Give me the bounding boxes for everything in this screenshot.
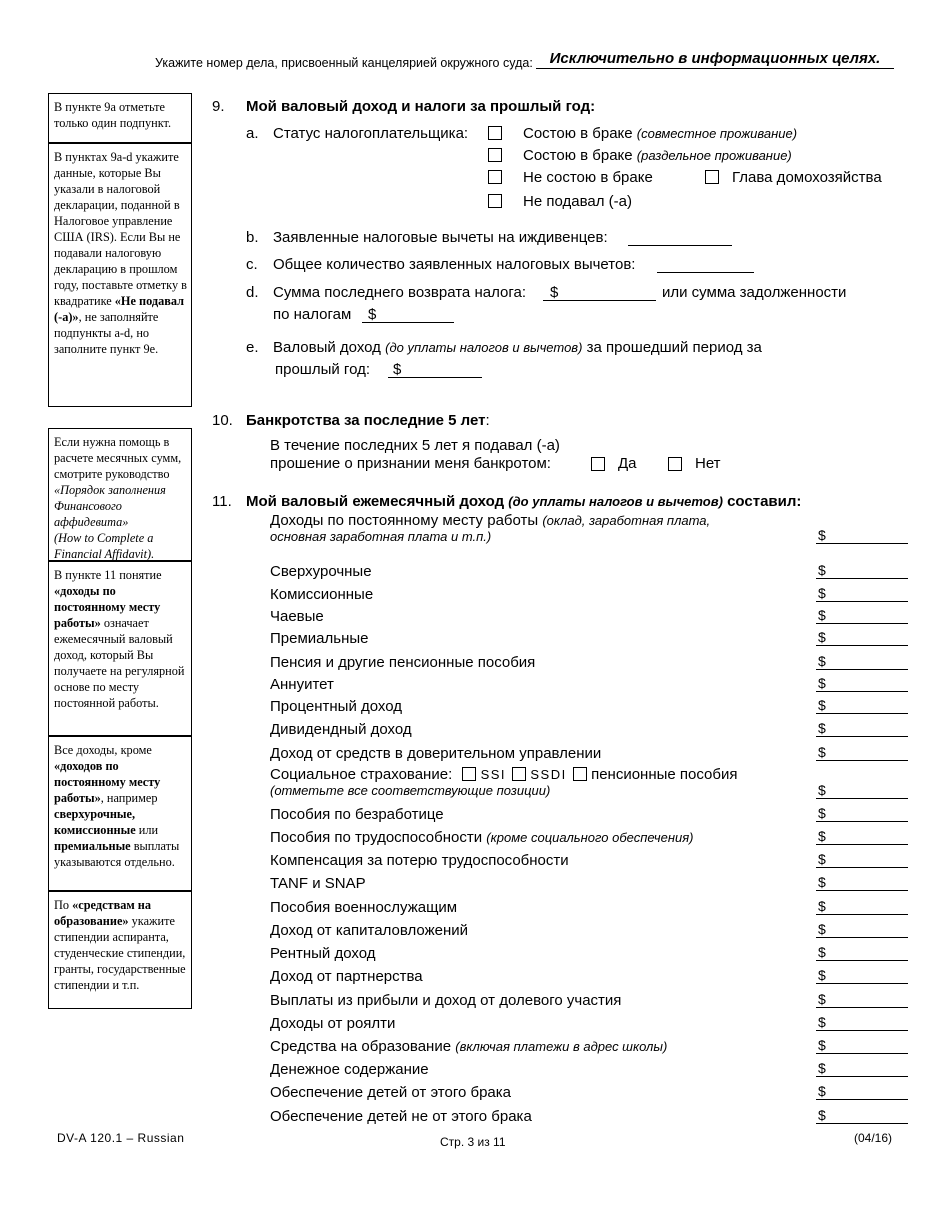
income-row-field[interactable] (816, 736, 908, 737)
income-row-field[interactable] (816, 645, 908, 646)
income-row-label: Доходы от роялти (270, 1015, 396, 1032)
income-row-field[interactable] (816, 1123, 908, 1124)
income-row-field[interactable] (816, 960, 908, 961)
income-row-label: Процентный доход (270, 698, 403, 715)
income-row-label: Выплаты из прибыли и доход от долевого участия (270, 992, 622, 1009)
income-row-dollar: $ (818, 1014, 826, 1030)
income-row-field[interactable] (816, 1053, 908, 1054)
income-row-dollar: $ (818, 805, 826, 821)
income-row-dollar: $ (818, 1037, 826, 1053)
income-row-field[interactable] (816, 713, 908, 714)
checkbox-bankruptcy-yes[interactable] (591, 457, 605, 471)
income-row-dollar: $ (818, 562, 826, 578)
item-9b-letter: b. (246, 229, 259, 246)
income-row-label: Денежное содержание (270, 1061, 429, 1078)
income-row-dollar: $ (818, 921, 826, 937)
income-row-label: Пособия по безработице (270, 806, 444, 823)
checkbox-retirement[interactable] (573, 767, 587, 781)
item-9c-letter: c. (246, 256, 258, 273)
sidebar-note-education: По «средствам на образование» укажите стипендии аспиранта, студенческие стипендии, гранты, государственные стипендии и т.п. (48, 891, 192, 1009)
income-row-label: Обеспечение детей не от этого брака (270, 1108, 532, 1125)
income-row-field[interactable] (816, 1030, 908, 1031)
section-11-number: 11. (212, 493, 232, 510)
income-employment-field[interactable] (816, 543, 908, 544)
sidebar-note-help: Если нужна помощь в расчете месячных сумм, смотрите руководство «Порядок заполнения Финансового аффидевита» (How to Complete a Financial Affidavit). (48, 428, 192, 561)
income-row-dollar: $ (818, 744, 826, 760)
income-row-dollar: $ (818, 607, 826, 623)
item-9b-field[interactable] (628, 245, 732, 246)
checkbox-married-joint[interactable] (488, 126, 502, 140)
checkbox-ssdi[interactable] (512, 767, 526, 781)
income-social-security-label: Социальное страхование: SSI SSDI пенсионные пособия (270, 766, 738, 783)
income-row-label: Средства на образование (включая платежи в адрес школы) (270, 1038, 668, 1055)
item-9d-line2: по налогам (273, 306, 352, 323)
income-row-label: Премиальные (270, 630, 369, 647)
income-row-dollar: $ (818, 874, 826, 890)
option-married-separate: Состою в браке (раздельное проживание) (523, 147, 792, 164)
income-row-label: Сверхурочные (270, 563, 372, 580)
income-row-dollar: $ (818, 851, 826, 867)
item-9c-label: Общее количество заявленных налоговых вычетов: (273, 256, 636, 273)
income-employment-dollar: $ (818, 527, 826, 543)
income-row-dollar: $ (818, 1083, 826, 1099)
income-row-label: Доход от средств в доверительном управлении (270, 745, 602, 762)
income-row-dollar: $ (818, 1060, 826, 1076)
checkbox-head-household[interactable] (705, 170, 719, 184)
item-9e-line2: прошлый год: (275, 361, 370, 378)
option-not-filed: Не подавал (-а) (523, 193, 632, 210)
section-10-number: 10. (212, 412, 233, 429)
income-row-label: Пенсия и другие пенсионные пособия (270, 654, 536, 671)
section-9-title: Мой валовый доход и налоги за прошлый год: (246, 98, 596, 115)
item-9e-letter: e. (246, 339, 259, 356)
item-9e-dollar: $ (393, 361, 402, 378)
income-row-field[interactable] (816, 1076, 908, 1077)
retirement-label: пенсионные пособия (591, 766, 738, 783)
income-social-security-field[interactable] (816, 798, 908, 799)
income-row-dollar: $ (818, 675, 826, 691)
checkbox-bankruptcy-no[interactable] (668, 457, 682, 471)
case-number-field[interactable]: Исключительно в информационных целях. (536, 50, 894, 69)
income-row-field[interactable] (816, 1099, 908, 1100)
revision-date: (04/16) (854, 1131, 893, 1145)
bankruptcy-no-label: Нет (695, 455, 721, 472)
bankruptcy-yes-label: Да (618, 455, 637, 472)
income-row-field[interactable] (816, 821, 908, 822)
income-social-security-dollar: $ (818, 782, 826, 798)
item-9a-letter: a. (246, 125, 259, 142)
item-9a-label: Статус налогоплательщика: (273, 125, 469, 142)
page-number: Стр. 3 из 11 (440, 1135, 506, 1149)
sidebar-note-9a: В пункте 9a отметьте только один подпункт. (48, 93, 192, 143)
income-row-field[interactable] (816, 691, 908, 692)
income-row-field[interactable] (816, 601, 908, 602)
income-row-field[interactable] (816, 890, 908, 891)
item-9d-letter: d. (246, 284, 259, 301)
income-row-label: Доход от капиталовложений (270, 922, 468, 939)
form-id: DV-A 120.1 – Russian (57, 1131, 185, 1145)
income-row-label: Компенсация за потерю трудоспособности (270, 852, 569, 869)
checkbox-ssi[interactable] (462, 767, 476, 781)
section-10-line1: В течение последних 5 лет я подавал (-а) (270, 437, 560, 454)
income-employment-label: Доходы по постоянному месту работы (оклад, заработная плата, (270, 512, 711, 529)
case-number-label: Укажите номер дела, присвоенный канцелярией окружного суда: (155, 56, 533, 70)
sidebar-note-employment: В пункте 11 понятие «доходы по постоянному месту работы» означает ежемесячный валовый доход, который Вы получаете на регулярной основе по месту постоянной работы. (48, 561, 192, 736)
item-9d-refund-field[interactable] (543, 300, 656, 301)
section-10-line2: прошение о признании меня банкротом: (270, 455, 551, 472)
income-row-label: Чаевые (270, 608, 324, 625)
income-row-field[interactable] (816, 578, 908, 579)
income-row-label: Доход от партнерства (270, 968, 423, 985)
checkbox-single[interactable] (488, 170, 502, 184)
income-row-field[interactable] (816, 983, 908, 984)
income-row-dollar: $ (818, 720, 826, 736)
income-row-field[interactable] (816, 914, 908, 915)
income-row-dollar: $ (818, 585, 826, 601)
ssi-label: SSI (480, 767, 507, 782)
section-11-title: Мой валовый ежемесячный доход (до уплаты налогов и вычетов) составил: (246, 493, 802, 510)
option-single: Не состою в браке (523, 169, 653, 186)
income-row-label: Аннуитет (270, 676, 334, 693)
income-row-dollar: $ (818, 697, 826, 713)
income-row-dollar: $ (818, 1107, 826, 1123)
item-9b-label: Заявленные налоговые вычеты на иждивенцев: (273, 229, 608, 246)
income-row-dollar: $ (818, 944, 826, 960)
income-row-label: Пособия военнослужащим (270, 899, 458, 916)
section-9-number: 9. (212, 98, 225, 115)
item-9e-label: Валовый доход (до уплаты налогов и вычетов) за прошедший период за (273, 339, 762, 356)
income-row-dollar: $ (818, 828, 826, 844)
income-row-dollar: $ (818, 629, 826, 645)
section-10-title: Банкротства за последние 5 лет: (246, 412, 490, 429)
income-row-field[interactable] (816, 937, 908, 938)
item-9d-owed-field[interactable] (362, 322, 454, 323)
income-row-label: Дивидендный доход (270, 721, 412, 738)
income-row-field[interactable] (816, 623, 908, 624)
income-row-label: Обеспечение детей от этого брака (270, 1084, 511, 1101)
option-married-joint: Состою в браке (совместное проживание) (523, 125, 798, 142)
item-9d-label: Сумма последнего возврата налога: (273, 284, 526, 301)
income-row-field[interactable] (816, 1007, 908, 1008)
checkbox-not-filed[interactable] (488, 194, 502, 208)
income-row-label: Рентный доход (270, 945, 376, 962)
income-social-security-note: (отметьте все соответствующие позиции) (270, 783, 551, 798)
income-row-label: Комиссионные (270, 586, 374, 603)
income-row-dollar: $ (818, 653, 826, 669)
item-9e-field[interactable] (388, 377, 482, 378)
sidebar-note-other-income: Все доходы, кроме «доходов по постоянному месту работы», например сверхурочные, комиссионные или премиальные выплаты указываются отдельно. (48, 736, 192, 891)
income-row-dollar: $ (818, 967, 826, 983)
sidebar-note-9a-d: В пунктах 9a-d укажите данные, которые Вы указали в налоговой декларации, поданной в Налоговое управление США (IRS). Если Вы не подавали налоговую декларацию в прошлом году, поставьте отметку в квадратике «Не подавал (-а)», не заполняйте подпункты a-d, но заполните пункт 9e. (48, 143, 192, 407)
item-9d-dollar: $ (550, 284, 559, 301)
income-row-dollar: $ (818, 991, 826, 1007)
income-row-field[interactable] (816, 867, 908, 868)
income-row-field[interactable] (816, 669, 908, 670)
income-employment-note: основная заработная плата и т.п.) (270, 529, 492, 544)
income-row-field[interactable] (816, 760, 908, 761)
option-head-household: Глава домохозяйства (732, 169, 882, 186)
income-row-dollar: $ (818, 898, 826, 914)
item-9d-mid: или сумма задолженности (662, 284, 847, 301)
income-row-field[interactable] (816, 844, 908, 845)
item-9c-field[interactable] (657, 272, 754, 273)
income-row-label: Пособия по трудоспособности (кроме социального обеспечения) (270, 829, 694, 846)
checkbox-married-separate[interactable] (488, 148, 502, 162)
income-row-label: TANF и SNAP (270, 875, 366, 892)
item-9d-dollar2: $ (368, 306, 377, 323)
ssdi-label: SSDI (530, 767, 567, 782)
